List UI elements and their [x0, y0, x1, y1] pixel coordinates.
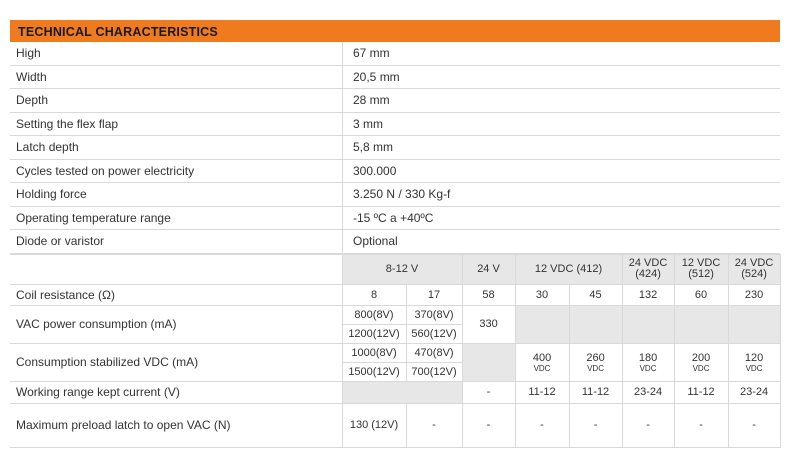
- spec-row: [10, 42, 780, 66]
- vdc-value: 260 VDC: [569, 343, 622, 381]
- spec-value: 20,5 mm: [342, 66, 780, 89]
- spec-value: 3 mm: [342, 113, 780, 136]
- preload-value: -: [569, 403, 622, 447]
- voltage-12vdc-412: 12 VDC (412): [515, 254, 622, 284]
- coil-value: 60: [674, 284, 728, 305]
- vac-value: 1200(12V): [342, 324, 406, 343]
- coil-value: 230: [728, 284, 780, 305]
- spec-label: Depth: [16, 93, 49, 107]
- range-value: 11-12: [515, 381, 569, 403]
- vac-value: 800(8V): [342, 305, 406, 324]
- electrical-table: [10, 254, 781, 448]
- spec-value: 300.000: [342, 160, 780, 183]
- vac-label: VAC power consumption (mA): [10, 305, 342, 343]
- coil-value: 8: [342, 284, 406, 305]
- preload-value: -: [622, 403, 674, 447]
- spec-label: High: [16, 46, 41, 60]
- spec-row: [10, 183, 780, 207]
- range-value: 23-24: [728, 381, 780, 403]
- coil-label: Coil resistance (Ω): [10, 284, 342, 305]
- preload-value: -: [406, 403, 462, 447]
- range-label: Working range kept current (V): [10, 381, 342, 403]
- vdc-value: 200 VDC: [674, 343, 728, 381]
- vdc-value: 700(12V): [406, 362, 462, 381]
- spec-value: 3.250 N / 330 Kg-f: [342, 183, 780, 206]
- vac-row: [10, 305, 780, 324]
- voltage-header-row: [10, 254, 780, 284]
- spec-label: Cycles tested on power electricity: [16, 163, 195, 178]
- spec-label: Diode or varistor: [16, 234, 105, 248]
- preload-value: -: [728, 403, 780, 447]
- spec-label: Setting the flex flap: [16, 116, 119, 131]
- spec-row: [10, 230, 780, 254]
- range-row: [10, 381, 780, 403]
- preload-value: 130 (12V): [342, 403, 406, 447]
- coil-value: 30: [515, 284, 569, 305]
- vac-value: 560(12V): [406, 324, 462, 343]
- voltage-8-12v: 8-12 V: [342, 254, 462, 284]
- spec-row: [10, 136, 780, 160]
- spec-row: [10, 66, 780, 90]
- coil-value: 45: [569, 284, 622, 305]
- vdc-value: 470(8V): [406, 343, 462, 362]
- range-value: -: [462, 381, 515, 403]
- coil-row: [10, 284, 780, 305]
- spec-label: Latch depth: [16, 140, 79, 154]
- voltage-12vdc-512: 12 VDC (512): [674, 254, 728, 284]
- preload-value: -: [462, 403, 515, 447]
- vdc-value: 120 VDC: [728, 343, 780, 381]
- spec-value: 67 mm: [342, 42, 780, 65]
- spec-row: [10, 207, 780, 231]
- preload-label: Maximum preload latch to open VAC (N): [10, 403, 342, 447]
- vdc-value: 1500(12V): [342, 362, 406, 381]
- voltage-24v: 24 V: [462, 254, 515, 284]
- preload-value: -: [674, 403, 728, 447]
- spec-value: 5,8 mm: [342, 136, 780, 159]
- voltage-24vdc-524: 24 VDC (524): [728, 254, 780, 284]
- vdc-label: Consumption stabilized VDC (mA): [10, 343, 342, 381]
- vac-value: 330: [462, 305, 515, 343]
- spec-row: [10, 89, 780, 113]
- vdc-row: [10, 343, 780, 362]
- spec-value: -15 ºC a +40ºC: [342, 207, 780, 230]
- range-value: 11-12: [569, 381, 622, 403]
- spec-sheet: [10, 20, 780, 448]
- vac-value: 370(8V): [406, 305, 462, 324]
- range-value: 11-12: [674, 381, 728, 403]
- spec-value: 28 mm: [342, 89, 780, 112]
- spec-row: [10, 160, 780, 184]
- preload-value: -: [515, 403, 569, 447]
- preload-row: [10, 403, 780, 447]
- range-value: 23-24: [622, 381, 674, 403]
- spec-label: Holding force: [16, 187, 87, 201]
- coil-value: 132: [622, 284, 674, 305]
- vdc-value: 1000(8V): [342, 343, 406, 362]
- vdc-value: 400 VDC: [515, 343, 569, 381]
- section-header: TECHNICAL CHARACTERISTICS: [10, 20, 780, 42]
- spec-list: [10, 42, 780, 254]
- spec-label: Operating temperature range: [16, 210, 171, 225]
- spec-label: Width: [16, 69, 47, 84]
- coil-value: 58: [462, 284, 515, 305]
- vdc-value: 180 VDC: [622, 343, 674, 381]
- voltage-24vdc-424: 24 VDC (424): [622, 254, 674, 284]
- spec-value: Optional: [342, 230, 780, 253]
- coil-value: 17: [406, 284, 462, 305]
- spec-row: [10, 113, 780, 137]
